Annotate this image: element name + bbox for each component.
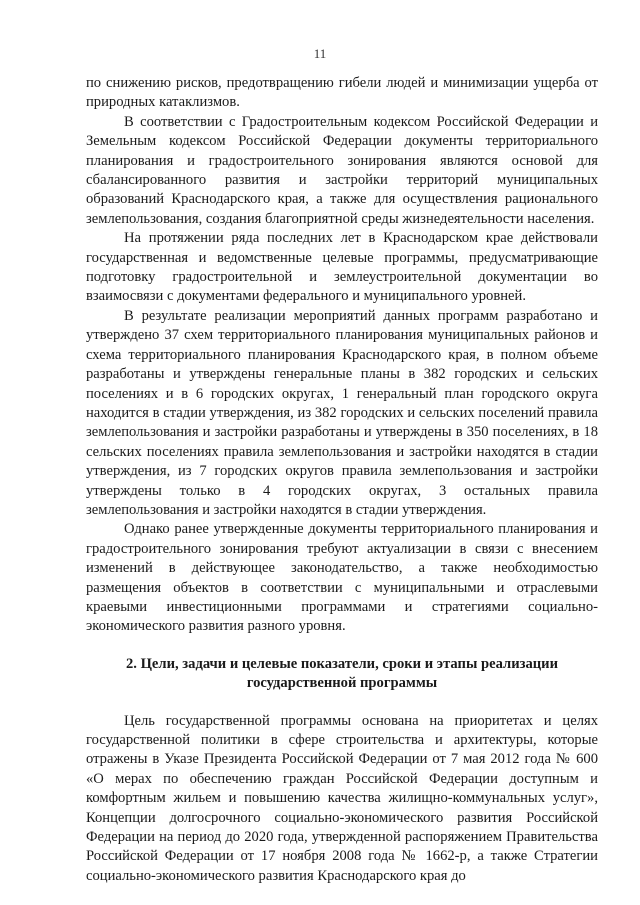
section-heading-line: государственной программы	[246, 675, 438, 692]
paragraph: В соответствии с Градостроительным кодексом Российской Федерации и Земельным кодексом Российской Федерации документы территориального планирования и градостроительного зонирования являются основой для сбалансированного развития и застройки территорий муниципальных образований Краснодарского края, а также для осуществления рационального землепользования, создания благоприятной среды жизнедеятельности населения.	[86, 113, 598, 227]
document-page	[86, 46, 598, 886]
section-heading	[86, 655, 598, 694]
paragraph: Однако ранее утвержденные документы территориального планирования и градостроительного зонирования требуют актуализации в связи с внесением изменений в действующее законодательство, а также необходимостью размещения объектов в соответствии с муниципальными и отраслевыми краевыми инвестиционными программами и стратегиями социально-экономического развития разного уровня.	[86, 521, 598, 635]
section-heading-line: 2. Цели, задачи и целевые показатели, сроки и этапы реализации	[125, 655, 558, 672]
paragraph: На протяжении ряда последних лет в Краснодарском крае действовали государственная и ведомственные целевые программы, предусматривающие подготовку градостроительной и землеустроительной документации во взаимосвязи с документами федерального и муниципального уровней.	[86, 230, 598, 305]
paragraph: Цель государственной программы основана на приоритетах и целях государственной политики в сфере строительства и архитектуры, которые отражены в Указе Президента Российской Федерации от 7 мая 2012 года № 600 «О мерах по обеспечению граждан Российской Федерации доступным и комфортным жильем и повышению качества жилищно-коммунальных услуг», Концепции долгосрочного социально-экономического развития Российской Федерации на период до 2020 года, утвержденной распоряжением Правительства Российской Федерации от 17 ноября 2008 года № 1662-р, а также Стратегии социально-экономического развития Краснодарского края до	[86, 712, 598, 884]
page-number: 11	[313, 46, 327, 61]
paragraph: по снижению рисков, предотвращению гибели людей и минимизации ущерба от природных катаклизмов.	[86, 75, 598, 111]
paragraph: В результате реализации мероприятий данных программ разработано и утверждено 37 схем территориального планирования муниципальных районов и схема территориального планирования Краснодарского края, в полном объеме разработаны и утверждены генеральные планы в 382 городских и сельских поселениях и в 6 городских округах, 1 генеральный план городского округа находится в стадии утверждения, из 382 городских и сельских поселений правила землепользования и застройки разработаны и утверждены в 350 поселениях, в 18 сельских поселениях правила землепользования и застройки находятся в стадии утверждения, из 7 городских округов правила землепользования и застройки утверждены только в 4 городских округах, 3 остальных правила землепользования и застройки находятся в стадии утверждения.	[86, 307, 598, 518]
document-body	[86, 74, 598, 886]
